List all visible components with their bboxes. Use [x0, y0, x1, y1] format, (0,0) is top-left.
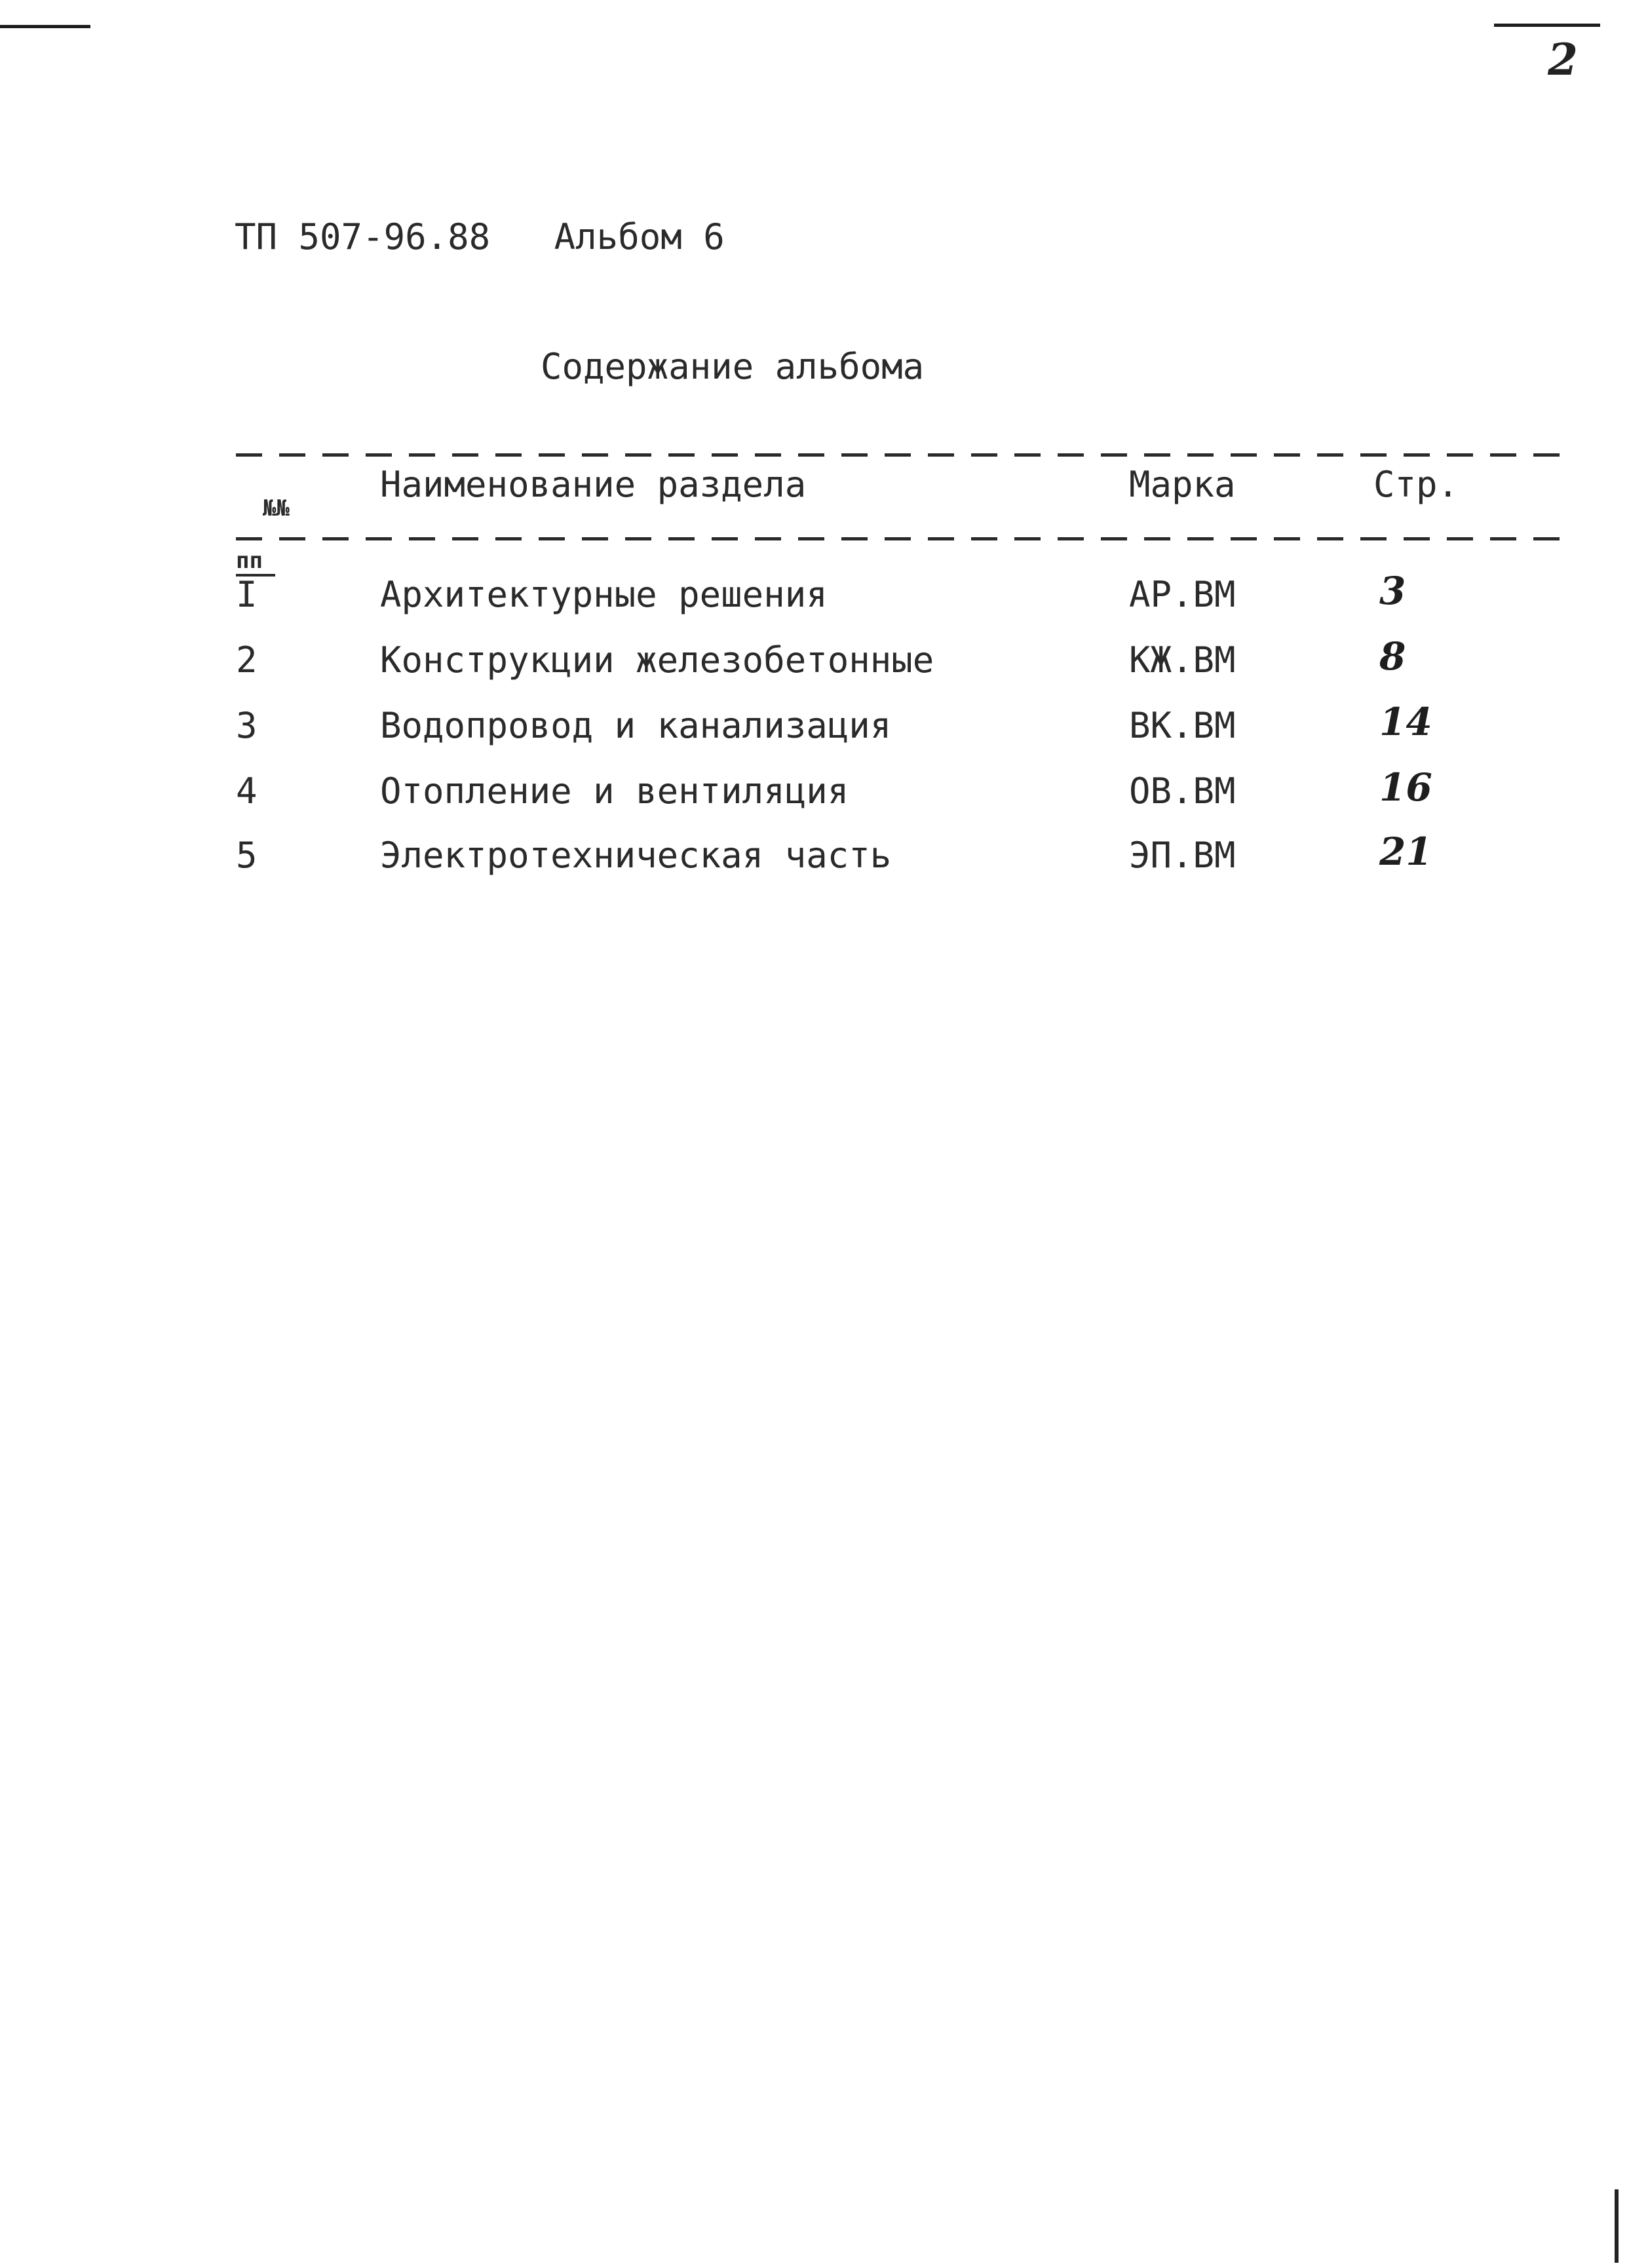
- document-code: ТП 507-96.88 Альбом 6: [235, 216, 725, 257]
- row-number: 4: [236, 770, 258, 812]
- row-section-name: Водопровод и канализация: [380, 705, 892, 746]
- handwritten-page-number: 2: [1548, 34, 1578, 85]
- corner-mark-bottom-right: [1615, 2189, 1619, 2263]
- row-page: 14: [1379, 700, 1432, 744]
- column-header-mark: Марка: [1129, 464, 1236, 505]
- table-row: [0, 765, 1629, 829]
- row-mark: ЭП.ВМ: [1129, 835, 1236, 876]
- row-number: 2: [236, 639, 258, 681]
- table-top-rule: [236, 453, 1569, 457]
- row-section-name: Конструкции железобетонные: [380, 639, 934, 681]
- row-section-name: Отопление и вентиляция: [380, 770, 849, 812]
- row-section-name: Архитектурные решения: [380, 574, 828, 615]
- row-page: 3: [1379, 569, 1406, 613]
- row-page: 16: [1379, 765, 1432, 810]
- row-number: 3: [236, 705, 258, 746]
- table-row: [0, 829, 1629, 894]
- corner-mark-top-left: [0, 25, 90, 28]
- row-section-name: Электротехническая часть: [380, 835, 892, 876]
- row-page: 8: [1379, 634, 1406, 679]
- column-header-page: Стр.: [1373, 464, 1459, 505]
- row-page: 21: [1379, 829, 1432, 874]
- table-row: [0, 634, 1629, 698]
- column-header-number-line1: №№: [262, 495, 290, 521]
- row-mark: АР.ВМ: [1129, 574, 1236, 615]
- column-header-name: Наименование раздела: [380, 464, 807, 505]
- table-row: [0, 700, 1629, 764]
- row-number: I: [236, 574, 258, 615]
- column-header-number-line2: пп: [236, 548, 275, 576]
- table-header-rule: [236, 537, 1569, 540]
- row-mark: КЖ.ВМ: [1129, 639, 1236, 681]
- corner-mark-top-right: [1494, 24, 1600, 27]
- row-number: 5: [236, 835, 258, 876]
- row-mark: ВК.ВМ: [1129, 705, 1236, 746]
- table-row: [0, 569, 1629, 633]
- row-mark: ОВ.ВМ: [1129, 770, 1236, 812]
- page-title: Содержание альбома: [541, 346, 925, 387]
